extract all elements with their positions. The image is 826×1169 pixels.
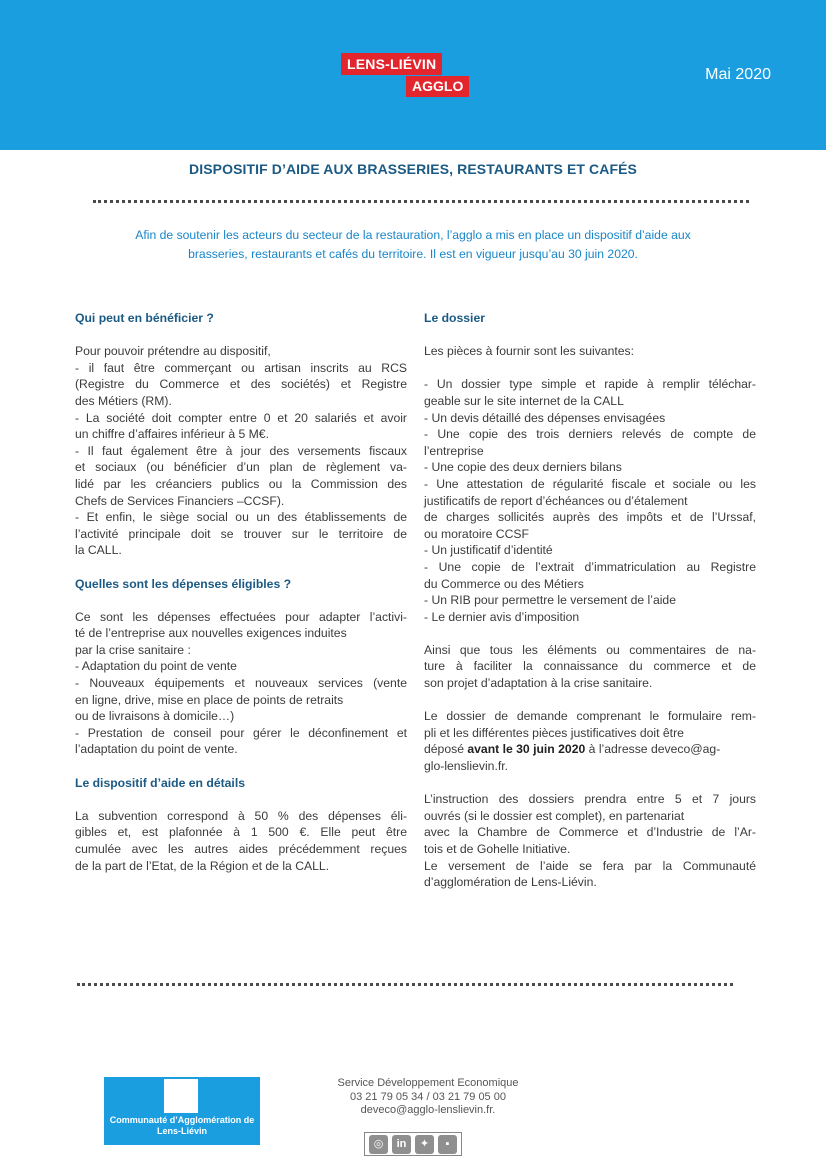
text-line: Ce sont les dépenses effectuées pour adapter l’activi- xyxy=(75,609,407,624)
community-logo xyxy=(104,1077,260,1145)
section-heading-eligibility: Qui peut en bénéficier ? xyxy=(75,311,214,325)
flickr-icon[interactable]: ▪ xyxy=(438,1135,457,1154)
logo-line1: LENS-LIÉVIN xyxy=(341,53,442,75)
list-item: - Le dernier avis d’imposition xyxy=(424,609,580,624)
additional-elements-paragraph xyxy=(424,642,756,692)
text-line: d’agglomération de Lens-Liévin. xyxy=(424,875,597,890)
text-line: Ainsi que tous les éléments ou commentaires de na- xyxy=(424,642,756,657)
text-line: l’activité principale doit se trouver sur le territoire de xyxy=(75,526,407,541)
text-line: té de l’entreprise aux nouvelles exigences induites xyxy=(75,626,347,641)
logo-line2: AGGLO xyxy=(406,76,469,97)
text-line: L’instruction des dossiers prendra entre 5 et 7 jours xyxy=(424,792,756,807)
text-line: Pour pouvoir prétendre au dispositif, xyxy=(75,344,271,359)
text-line: La subvention correspond à 50 % des dépenses éli- xyxy=(75,808,407,823)
list-item: - Un justificatif d’identité xyxy=(424,543,553,558)
text-line: Chefs de Services Financiers –CCSF). xyxy=(75,493,285,508)
text-line xyxy=(424,741,756,758)
text-line: par la crise sanitaire : xyxy=(75,642,191,657)
list-item: - Une copie des deux derniers bilans xyxy=(424,460,622,475)
list-item: justificatifs de report d’échéances ou d’étalement xyxy=(424,493,688,508)
text-line: en ligne, drive, mise en place de points de retraits xyxy=(75,692,344,707)
instagram-icon[interactable]: ◎ xyxy=(369,1135,388,1154)
text-line: - La société doit compter entre 0 et 20 salariés et avoir xyxy=(75,410,407,425)
submission-paragraph xyxy=(424,708,756,774)
left-column xyxy=(75,310,407,874)
text-line: de la part de l’Etat, de la Région et de la CALL. xyxy=(75,858,330,873)
text-line: Le versement de l’aide se fera par la Communauté xyxy=(424,858,756,873)
agglo-logo[interactable] xyxy=(341,53,471,98)
right-column xyxy=(424,310,756,891)
text-fragment: déposé xyxy=(424,742,468,757)
text-line: des Métiers (RM). xyxy=(75,393,172,408)
list-item: - Un dossier type simple et rapide à remplir téléchar- xyxy=(424,377,756,392)
text-line: Les pièces à fournir sont les suivantes: xyxy=(424,344,635,359)
list-item: - Une copie des trois derniers relevés de compte de xyxy=(424,427,756,442)
list-item: - Un RIB pour permettre le versement de l’aide xyxy=(424,593,676,608)
text-line: ou de livraisons à domicile…) xyxy=(75,709,235,724)
text-fragment: à l’adresse deveco@ag- xyxy=(585,742,721,757)
publication-date: Mai 2020 xyxy=(705,66,771,83)
documents-list xyxy=(424,376,756,625)
text-line: tois et de Gohelle Initiative. xyxy=(424,842,571,856)
header-banner xyxy=(0,0,826,150)
service-name: Service Développement Economique xyxy=(337,1077,519,1089)
expenses-paragraph xyxy=(75,609,407,758)
text-line: avec la Chambre de Commerce et d’Industrie de l’Ar- xyxy=(424,825,756,840)
text-line: la CALL. xyxy=(75,543,122,558)
text-line: glo-lenslievin.fr. xyxy=(424,759,508,774)
list-item: - Une copie de l’extrait d’immatriculation au Registre xyxy=(424,559,756,574)
text-line: - Adaptation du point de vente xyxy=(75,659,237,674)
phone-numbers: 03 21 79 05 34 / 03 21 79 05 00 xyxy=(350,1090,506,1103)
list-item: - Une attestation de régularité fiscale et sociale ou les xyxy=(424,476,756,491)
text-line: pli et les différentes pièces justificatives doit être xyxy=(424,725,684,740)
text-line: ture à faciliter la connaissance du commerce et de xyxy=(424,659,756,674)
text-line: - Nouveaux équipements et nouveaux services (vente xyxy=(75,676,407,691)
dotted-divider-bottom xyxy=(77,983,733,986)
text-line: Le dossier de demande comprenant le formulaire rem- xyxy=(424,709,756,724)
footer-contact xyxy=(278,1077,578,1118)
text-line: - Et enfin, le siège social ou un des établissements de xyxy=(75,510,407,525)
community-logo-mark xyxy=(164,1079,198,1113)
text-line: un chiffre d’affaires inférieur à 5 M€. xyxy=(75,427,269,442)
page-title: DISPOSITIF D’AIDE AUX BRASSERIES, RESTAURANTS ET CAFÉS xyxy=(189,161,637,177)
community-logo-text: Communauté d’Agglomération de Lens-Liévin xyxy=(109,1115,255,1136)
text-line: l’adaptation du point de vente. xyxy=(75,742,238,757)
text-line: - Prestation de conseil pour gérer le déconfinement et xyxy=(75,725,407,740)
list-item: du Commerce ou des Métiers xyxy=(424,576,584,591)
text-line: cumulée avec les autres aides précédemment reçues xyxy=(75,842,407,856)
intro-text xyxy=(90,226,736,264)
intro-line: Afin de soutenir les acteurs du secteur de la restauration, l’agglo a mis en place un dispositif d’aide aux xyxy=(135,228,691,242)
contact-email[interactable]: deveco@agglo-lenslievin.fr. xyxy=(360,1104,496,1116)
text-line: son projet d’adaptation à la crise sanitaire. xyxy=(424,676,653,691)
text-line: - il faut être commerçant ou artisan inscrits au RCS xyxy=(75,360,407,375)
twitter-icon[interactable]: ✦ xyxy=(415,1135,434,1154)
section-heading-expenses: Quelles sont les dépenses éligibles ? xyxy=(75,576,292,591)
list-item: geable sur le site internet de la CALL xyxy=(424,393,624,408)
text-line: lidé par les créanciers publics ou la Commission des xyxy=(75,476,407,491)
list-item: ou moratoire CCSF xyxy=(424,526,529,541)
section-heading-dossier: Le dossier xyxy=(424,311,485,325)
linkedin-icon[interactable]: in xyxy=(392,1135,411,1154)
text-line: et sociaux (ou bénéficier d’un plan de règlement va- xyxy=(75,460,407,475)
text-line: - Il faut également être à jour des versements fiscaux xyxy=(75,443,407,458)
text-line: ouvrés (si le dossier est complet), en partenariat xyxy=(424,808,685,823)
text-line: gibles et, est plafonnée à 1 500 €. Elle peut être xyxy=(75,825,407,840)
list-item: - Un devis détaillé des dépenses envisagées xyxy=(424,410,666,425)
instruction-paragraph xyxy=(424,791,756,891)
list-item: de charges sollicités auprès des impôts et de l’Urssaf, xyxy=(424,510,756,525)
details-paragraph xyxy=(75,808,407,874)
text-line: (Registre du Commerce et des sociétés) et Registre xyxy=(75,377,407,392)
deadline-date: avant le 30 juin 2020 xyxy=(467,742,586,757)
section-heading-details: Le dispositif d’aide en détails xyxy=(75,775,245,790)
social-links xyxy=(364,1132,462,1156)
dotted-divider-top xyxy=(93,200,749,203)
list-item: l’entreprise xyxy=(424,443,484,458)
intro-line: brasseries, restaurants et cafés du territoire. Il est en vigueur jusqu’au 30 juin 2020. xyxy=(188,247,638,261)
eligibility-paragraph xyxy=(75,343,407,559)
